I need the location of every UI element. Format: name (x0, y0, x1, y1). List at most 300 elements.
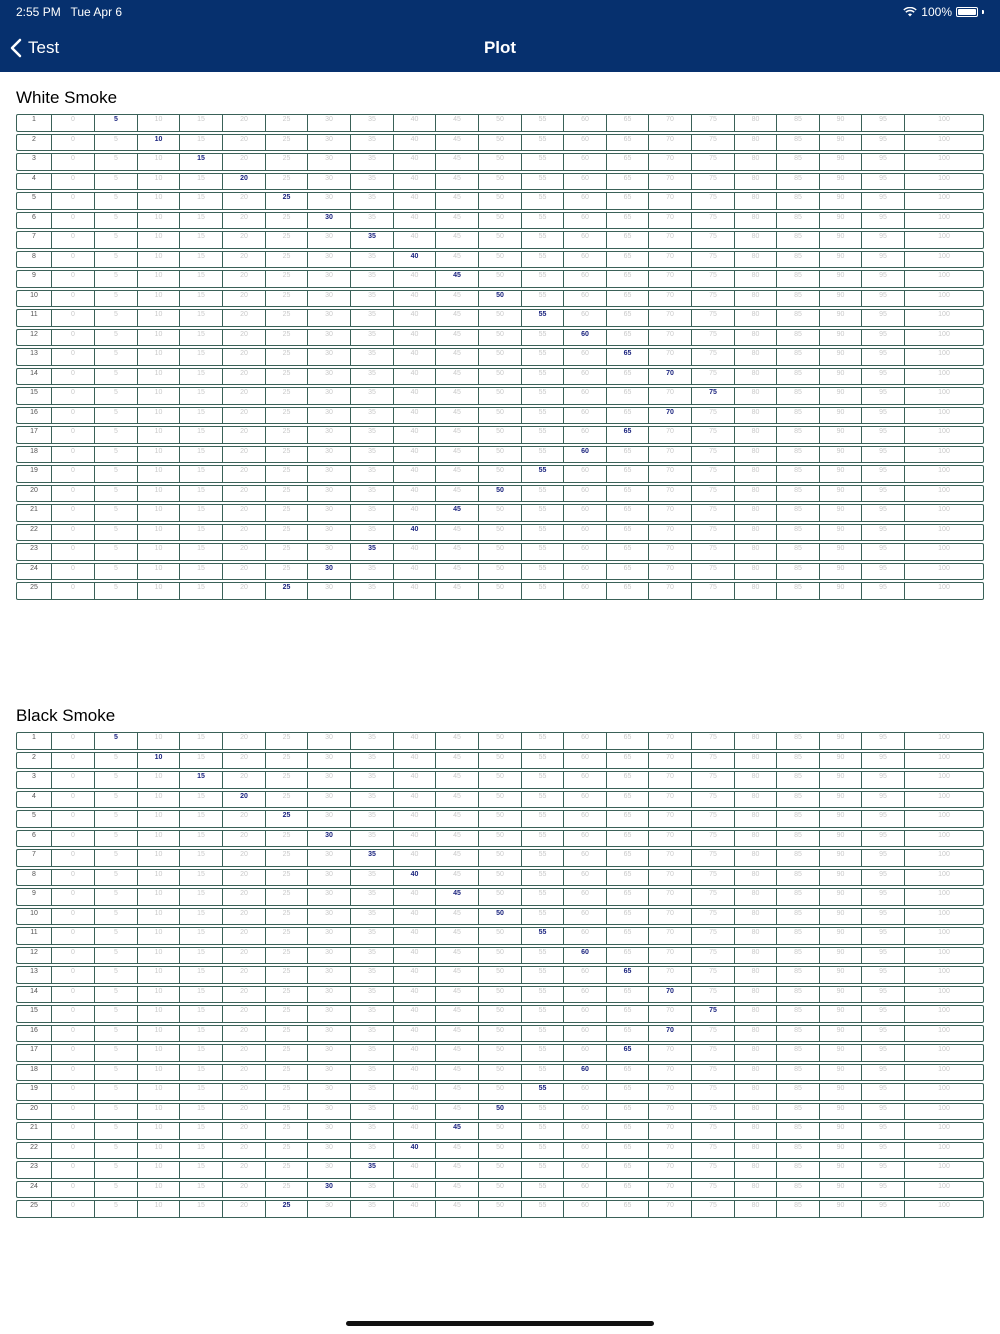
plot-cell-selected[interactable]: 30 (308, 564, 351, 580)
plot-cell[interactable]: 45 (436, 1201, 479, 1217)
plot-cell[interactable]: 45 (436, 291, 479, 307)
plot-cell[interactable]: 45 (436, 408, 479, 424)
plot-cell-selected[interactable]: 35 (351, 1162, 394, 1178)
plot-cell[interactable]: 95 (862, 1162, 905, 1178)
plot-cell[interactable]: 10 (138, 388, 180, 404)
plot-cell[interactable]: 30 (308, 291, 351, 307)
plot-cell[interactable]: 80 (735, 870, 777, 886)
plot-cell[interactable]: 20 (223, 1026, 266, 1042)
plot-cell[interactable]: 100 (938, 213, 950, 221)
plot-cell[interactable]: 35 (351, 987, 394, 1003)
plot-cell[interactable]: 100 (938, 909, 950, 917)
plot-cell[interactable]: 15 (180, 505, 223, 521)
plot-cell[interactable]: 50 (479, 408, 522, 424)
plot-cell[interactable]: 100 (938, 831, 950, 839)
plot-cell[interactable]: 90 (820, 909, 862, 925)
plot-cell[interactable]: 95 (862, 135, 905, 151)
plot-cell[interactable]: 5 (95, 193, 138, 209)
plot-cell[interactable]: 80 (735, 1045, 777, 1061)
plot-cell[interactable]: 40 (394, 271, 436, 287)
plot-cell[interactable]: 40 (394, 1104, 436, 1120)
plot-cell[interactable]: 70 (649, 115, 692, 131)
plot-cell-selected[interactable]: 20 (223, 792, 266, 808)
plot-cell[interactable]: 35 (351, 1045, 394, 1061)
plot-cell[interactable]: 55 (522, 772, 564, 788)
plot-cell[interactable]: 0 (52, 466, 95, 482)
plot-cell[interactable]: 35 (351, 1026, 394, 1042)
plot-cell[interactable]: 85 (777, 583, 820, 599)
plot-cell[interactable]: 35 (351, 831, 394, 847)
plot-cell[interactable]: 25 (266, 466, 308, 482)
plot-cell[interactable]: 75 (692, 252, 735, 268)
plot-cell[interactable]: 5 (95, 525, 138, 541)
plot-cell[interactable]: 30 (308, 1143, 351, 1159)
plot-cell[interactable]: 75 (692, 544, 735, 560)
plot-cell[interactable]: 90 (820, 349, 862, 365)
plot-cell[interactable]: 45 (436, 909, 479, 925)
plot-cell[interactable]: 50 (479, 544, 522, 560)
plot-cell[interactable]: 85 (777, 850, 820, 866)
plot-cell[interactable]: 50 (479, 154, 522, 170)
plot-cell[interactable]: 5 (95, 909, 138, 925)
plot-cell[interactable]: 45 (436, 850, 479, 866)
plot-cell[interactable]: 20 (223, 1006, 266, 1022)
plot-cell[interactable]: 90 (820, 213, 862, 229)
plot-cell[interactable]: 0 (52, 1104, 95, 1120)
plot-cell[interactable]: 5 (95, 1162, 138, 1178)
plot-cell[interactable]: 70 (649, 174, 692, 190)
plot-cell[interactable]: 75 (692, 1026, 735, 1042)
plot-cell[interactable]: 85 (777, 213, 820, 229)
plot-cell[interactable]: 95 (862, 870, 905, 886)
plot-cell[interactable]: 60 (564, 889, 607, 905)
plot-cell[interactable]: 60 (564, 310, 607, 326)
plot-cell[interactable]: 85 (777, 1104, 820, 1120)
plot-cell[interactable]: 25 (266, 447, 308, 463)
plot-cell[interactable]: 60 (564, 811, 607, 827)
plot-cell[interactable]: 65 (607, 772, 649, 788)
plot-cell[interactable]: 85 (777, 909, 820, 925)
plot-cell[interactable]: 15 (180, 349, 223, 365)
plot-cell[interactable]: 70 (649, 544, 692, 560)
plot-cell[interactable]: 15 (180, 850, 223, 866)
plot-cell[interactable]: 70 (649, 583, 692, 599)
plot-cell[interactable]: 50 (479, 1026, 522, 1042)
plot-cell[interactable]: 25 (266, 948, 308, 964)
plot-cell[interactable]: 60 (564, 466, 607, 482)
plot-cell[interactable]: 95 (862, 1123, 905, 1139)
plot-cell[interactable]: 70 (649, 291, 692, 307)
plot-cell-selected[interactable]: 70 (649, 1026, 692, 1042)
plot-cell[interactable]: 35 (351, 252, 394, 268)
plot-cell[interactable]: 55 (522, 232, 564, 248)
plot-cell-selected[interactable]: 30 (308, 1182, 351, 1198)
plot-cell[interactable]: 5 (95, 388, 138, 404)
plot-cell[interactable]: 55 (522, 213, 564, 229)
plot-cell[interactable]: 5 (95, 564, 138, 580)
plot-cell-selected[interactable]: 50 (479, 486, 522, 502)
plot-cell-selected[interactable]: 45 (436, 889, 479, 905)
plot-cell[interactable]: 20 (223, 310, 266, 326)
plot-cell[interactable]: 10 (138, 213, 180, 229)
plot-cell[interactable]: 15 (180, 909, 223, 925)
plot-cell[interactable]: 60 (564, 1162, 607, 1178)
plot-cell-selected[interactable]: 5 (95, 115, 138, 131)
plot-cell[interactable]: 85 (777, 408, 820, 424)
plot-cell[interactable]: 75 (692, 271, 735, 287)
plot-cell[interactable]: 90 (820, 1104, 862, 1120)
plot-cell[interactable]: 25 (266, 291, 308, 307)
plot-cell[interactable]: 55 (522, 1123, 564, 1139)
plot-cell[interactable]: 85 (777, 271, 820, 287)
plot-cell[interactable]: 10 (138, 889, 180, 905)
plot-cell[interactable]: 80 (735, 115, 777, 131)
plot-cell[interactable]: 45 (436, 193, 479, 209)
plot-cell[interactable]: 65 (607, 213, 649, 229)
plot-cell-selected[interactable]: 25 (266, 1201, 308, 1217)
plot-cell[interactable]: 55 (522, 733, 564, 749)
plot-cell[interactable]: 25 (266, 1026, 308, 1042)
plot-cell[interactable]: 5 (95, 967, 138, 983)
plot-cell[interactable]: 45 (436, 1104, 479, 1120)
plot-cell[interactable]: 60 (564, 967, 607, 983)
plot-cell[interactable]: 90 (820, 486, 862, 502)
plot-cell[interactable]: 100 (938, 987, 950, 995)
plot-cell[interactable]: 40 (394, 928, 436, 944)
plot-cell[interactable]: 80 (735, 967, 777, 983)
plot-cell[interactable]: 75 (692, 1123, 735, 1139)
plot-cell[interactable]: 80 (735, 544, 777, 560)
plot-cell[interactable]: 60 (564, 525, 607, 541)
plot-cell[interactable]: 70 (649, 1201, 692, 1217)
plot-cell[interactable]: 45 (436, 252, 479, 268)
plot-cell[interactable]: 30 (308, 928, 351, 944)
plot-cell[interactable]: 100 (938, 773, 950, 780)
plot-cell[interactable]: 40 (394, 310, 436, 326)
plot-cell[interactable]: 80 (735, 349, 777, 365)
plot-cell[interactable]: 55 (522, 1045, 564, 1061)
plot-cell[interactable]: 35 (351, 135, 394, 151)
plot-cell[interactable]: 80 (735, 486, 777, 502)
plot-cell[interactable]: 50 (479, 525, 522, 541)
plot-cell[interactable]: 70 (649, 1182, 692, 1198)
plot-cell[interactable]: 50 (479, 889, 522, 905)
plot-cell[interactable]: 65 (607, 388, 649, 404)
plot-cell[interactable]: 80 (735, 1084, 777, 1100)
plot-cell[interactable]: 100 (938, 1104, 950, 1112)
plot-cell[interactable]: 15 (180, 193, 223, 209)
plot-cell[interactable]: 55 (522, 870, 564, 886)
plot-cell[interactable]: 100 (938, 1065, 950, 1073)
plot-cell[interactable]: 40 (394, 213, 436, 229)
plot-cell[interactable]: 85 (777, 486, 820, 502)
plot-cell[interactable]: 100 (938, 135, 950, 143)
plot-cell[interactable]: 5 (95, 928, 138, 944)
plot-cell[interactable]: 20 (223, 733, 266, 749)
plot-cell[interactable]: 95 (862, 310, 905, 326)
plot-cell[interactable]: 40 (394, 388, 436, 404)
plot-cell[interactable]: 25 (266, 408, 308, 424)
plot-cell[interactable]: 45 (436, 213, 479, 229)
plot-cell[interactable]: 85 (777, 733, 820, 749)
plot-cell[interactable]: 65 (607, 135, 649, 151)
plot-cell[interactable]: 30 (308, 408, 351, 424)
plot-cell[interactable]: 10 (138, 466, 180, 482)
plot-cell[interactable]: 0 (52, 213, 95, 229)
plot-cell[interactable]: 95 (862, 408, 905, 424)
plot-cell[interactable]: 100 (938, 1202, 950, 1209)
plot-cell[interactable]: 15 (180, 447, 223, 463)
plot-cell[interactable]: 5 (95, 154, 138, 170)
plot-cell[interactable]: 25 (266, 1045, 308, 1061)
plot-cell[interactable]: 60 (564, 135, 607, 151)
plot-cell[interactable]: 30 (308, 1084, 351, 1100)
plot-cell[interactable]: 85 (777, 1006, 820, 1022)
plot-cell[interactable]: 45 (436, 583, 479, 599)
plot-cell[interactable]: 5 (95, 232, 138, 248)
plot-cell[interactable]: 25 (266, 1065, 308, 1081)
plot-cell[interactable]: 85 (777, 447, 820, 463)
plot-cell[interactable]: 60 (564, 115, 607, 131)
plot-cell[interactable]: 60 (564, 349, 607, 365)
plot-cell[interactable]: 10 (138, 271, 180, 287)
plot-cell[interactable]: 75 (692, 291, 735, 307)
plot-cell[interactable]: 30 (308, 967, 351, 983)
plot-cell[interactable]: 95 (862, 928, 905, 944)
plot-cell[interactable]: 70 (649, 1065, 692, 1081)
plot-cell[interactable]: 60 (564, 232, 607, 248)
plot-cell[interactable]: 5 (95, 889, 138, 905)
plot-cell[interactable]: 100 (938, 1007, 950, 1014)
plot-cell[interactable]: 75 (692, 486, 735, 502)
plot-cell[interactable]: 65 (607, 310, 649, 326)
plot-cell[interactable]: 10 (138, 948, 180, 964)
plot-cell[interactable]: 50 (479, 349, 522, 365)
plot-cell[interactable]: 90 (820, 154, 862, 170)
plot-cell[interactable]: 50 (479, 135, 522, 151)
plot-cell[interactable]: 30 (308, 388, 351, 404)
plot-cell[interactable]: 65 (607, 525, 649, 541)
plot-cell[interactable]: 0 (52, 349, 95, 365)
plot-cell[interactable]: 60 (564, 213, 607, 229)
plot-cell[interactable]: 20 (223, 1182, 266, 1198)
plot-cell[interactable]: 5 (95, 271, 138, 287)
plot-cell[interactable]: 35 (351, 792, 394, 808)
plot-cell[interactable]: 95 (862, 213, 905, 229)
plot-cell[interactable]: 60 (564, 1006, 607, 1022)
plot-cell[interactable]: 70 (649, 447, 692, 463)
plot-cell[interactable]: 55 (522, 753, 564, 769)
plot-cell[interactable]: 75 (692, 135, 735, 151)
plot-cell[interactable]: 55 (522, 564, 564, 580)
plot-cell[interactable]: 20 (223, 486, 266, 502)
plot-cell[interactable]: 40 (394, 967, 436, 983)
plot-cell[interactable]: 55 (522, 154, 564, 170)
plot-cell[interactable]: 60 (564, 252, 607, 268)
plot-cell[interactable]: 40 (394, 1084, 436, 1100)
plot-cell[interactable]: 0 (52, 1045, 95, 1061)
plot-cell[interactable]: 40 (394, 987, 436, 1003)
plot-cell[interactable]: 15 (180, 330, 223, 346)
plot-cell[interactable]: 5 (95, 1104, 138, 1120)
plot-cell[interactable]: 75 (692, 928, 735, 944)
plot-cell[interactable]: 95 (862, 1201, 905, 1217)
plot-cell[interactable]: 5 (95, 1045, 138, 1061)
plot-cell[interactable]: 95 (862, 1006, 905, 1022)
plot-cell[interactable]: 55 (522, 1201, 564, 1217)
plot-cell[interactable]: 45 (436, 330, 479, 346)
plot-cell[interactable]: 50 (479, 1006, 522, 1022)
plot-cell[interactable]: 0 (52, 987, 95, 1003)
plot-cell[interactable]: 15 (180, 271, 223, 287)
plot-cell[interactable]: 25 (266, 525, 308, 541)
plot-cell[interactable]: 85 (777, 792, 820, 808)
plot-cell[interactable]: 5 (95, 753, 138, 769)
plot-cell[interactable]: 20 (223, 948, 266, 964)
plot-cell[interactable]: 45 (436, 486, 479, 502)
plot-cell[interactable]: 100 (938, 734, 950, 741)
plot-cell[interactable]: 10 (138, 792, 180, 808)
plot-cell[interactable]: 100 (938, 968, 950, 975)
plot-cell[interactable]: 0 (52, 889, 95, 905)
plot-cell[interactable]: 95 (862, 486, 905, 502)
plot-cell[interactable]: 20 (223, 1162, 266, 1178)
plot-cell-selected[interactable]: 65 (607, 1045, 649, 1061)
plot-cell[interactable]: 5 (95, 792, 138, 808)
plot-cell[interactable]: 95 (862, 232, 905, 248)
plot-cell[interactable]: 65 (607, 909, 649, 925)
plot-cell[interactable]: 15 (180, 252, 223, 268)
plot-cell[interactable]: 100 (938, 1182, 950, 1190)
plot-cell[interactable]: 25 (266, 505, 308, 521)
plot-cell[interactable]: 100 (938, 870, 950, 878)
plot-cell[interactable]: 60 (564, 928, 607, 944)
plot-cell[interactable]: 10 (138, 1162, 180, 1178)
plot-cell[interactable]: 0 (52, 408, 95, 424)
plot-cell[interactable]: 35 (351, 564, 394, 580)
plot-cell[interactable]: 45 (436, 792, 479, 808)
plot-cell[interactable]: 25 (266, 232, 308, 248)
plot-cell[interactable]: 10 (138, 811, 180, 827)
plot-cell[interactable]: 20 (223, 154, 266, 170)
plot-cell[interactable]: 90 (820, 252, 862, 268)
plot-cell[interactable]: 55 (522, 330, 564, 346)
plot-cell[interactable]: 80 (735, 193, 777, 209)
plot-cell[interactable]: 75 (692, 772, 735, 788)
plot-cell[interactable]: 85 (777, 252, 820, 268)
plot-cell[interactable]: 90 (820, 772, 862, 788)
plot-cell[interactable]: 15 (180, 564, 223, 580)
plot-cell[interactable]: 25 (266, 544, 308, 560)
plot-cell[interactable]: 85 (777, 1065, 820, 1081)
plot-cell[interactable]: 15 (180, 583, 223, 599)
plot-cell[interactable]: 0 (52, 850, 95, 866)
plot-cell[interactable]: 30 (308, 811, 351, 827)
plot-cell[interactable]: 25 (266, 792, 308, 808)
plot-cell[interactable]: 80 (735, 447, 777, 463)
plot-cell[interactable]: 35 (351, 1201, 394, 1217)
plot-cell[interactable]: 55 (522, 909, 564, 925)
plot-cell[interactable]: 0 (52, 928, 95, 944)
plot-cell[interactable]: 20 (223, 213, 266, 229)
plot-cell[interactable]: 0 (52, 967, 95, 983)
plot-cell-selected[interactable]: 40 (394, 252, 436, 268)
plot-cell[interactable]: 20 (223, 772, 266, 788)
plot-cell[interactable]: 95 (862, 987, 905, 1003)
plot-cell[interactable]: 95 (862, 154, 905, 170)
plot-cell[interactable]: 65 (607, 792, 649, 808)
plot-cell[interactable]: 20 (223, 1143, 266, 1159)
plot-cell[interactable]: 85 (777, 349, 820, 365)
plot-cell[interactable]: 65 (607, 1006, 649, 1022)
plot-cell[interactable]: 10 (138, 1006, 180, 1022)
plot-cell[interactable]: 40 (394, 831, 436, 847)
plot-cell[interactable]: 5 (95, 583, 138, 599)
plot-cell-selected[interactable]: 25 (266, 583, 308, 599)
plot-cell[interactable]: 20 (223, 1045, 266, 1061)
plot-cell[interactable]: 10 (138, 1104, 180, 1120)
plot-cell[interactable]: 60 (564, 1045, 607, 1061)
plot-cell[interactable]: 80 (735, 948, 777, 964)
plot-cell[interactable]: 85 (777, 135, 820, 151)
plot-cell[interactable]: 35 (351, 115, 394, 131)
plot-cell[interactable]: 50 (479, 466, 522, 482)
plot-cell[interactable]: 5 (95, 427, 138, 443)
plot-cell[interactable]: 15 (180, 753, 223, 769)
plot-cell[interactable]: 20 (223, 753, 266, 769)
plot-cell[interactable]: 90 (820, 1084, 862, 1100)
plot-cell[interactable]: 65 (607, 115, 649, 131)
plot-cell[interactable]: 100 (938, 1124, 950, 1131)
plot-cell[interactable]: 20 (223, 1123, 266, 1139)
plot-cell[interactable]: 30 (308, 1045, 351, 1061)
plot-cell[interactable]: 80 (735, 733, 777, 749)
plot-cell[interactable]: 95 (862, 291, 905, 307)
plot-cell[interactable]: 65 (607, 486, 649, 502)
plot-cell[interactable]: 70 (649, 1143, 692, 1159)
plot-cell[interactable]: 15 (180, 310, 223, 326)
plot-cell[interactable]: 95 (862, 369, 905, 385)
plot-cell[interactable]: 40 (394, 330, 436, 346)
plot-cell[interactable]: 55 (522, 486, 564, 502)
plot-cell[interactable]: 0 (52, 1123, 95, 1139)
plot-cell[interactable]: 0 (52, 772, 95, 788)
plot-cell[interactable]: 15 (180, 525, 223, 541)
plot-cell[interactable]: 10 (138, 427, 180, 443)
plot-cell[interactable]: 50 (479, 583, 522, 599)
plot-cell[interactable]: 85 (777, 174, 820, 190)
plot-cell[interactable]: 90 (820, 1162, 862, 1178)
plot-cell[interactable]: 95 (862, 505, 905, 521)
plot-cell[interactable]: 35 (351, 486, 394, 502)
plot-cell[interactable]: 30 (308, 252, 351, 268)
plot-cell[interactable]: 45 (436, 870, 479, 886)
plot-cell[interactable]: 50 (479, 388, 522, 404)
plot-cell[interactable]: 100 (938, 155, 950, 162)
plot-cell[interactable]: 90 (820, 850, 862, 866)
plot-cell[interactable]: 40 (394, 850, 436, 866)
plot-cell[interactable]: 95 (862, 193, 905, 209)
plot-cell[interactable]: 50 (479, 232, 522, 248)
plot-cell[interactable]: 20 (223, 193, 266, 209)
plot-cell[interactable]: 40 (394, 948, 436, 964)
plot-cell[interactable]: 80 (735, 291, 777, 307)
plot-cell[interactable]: 90 (820, 447, 862, 463)
plot-cell[interactable]: 65 (607, 466, 649, 482)
plot-cell[interactable]: 50 (479, 505, 522, 521)
plot-cell[interactable]: 55 (522, 115, 564, 131)
plot-cell[interactable]: 100 (938, 447, 950, 455)
